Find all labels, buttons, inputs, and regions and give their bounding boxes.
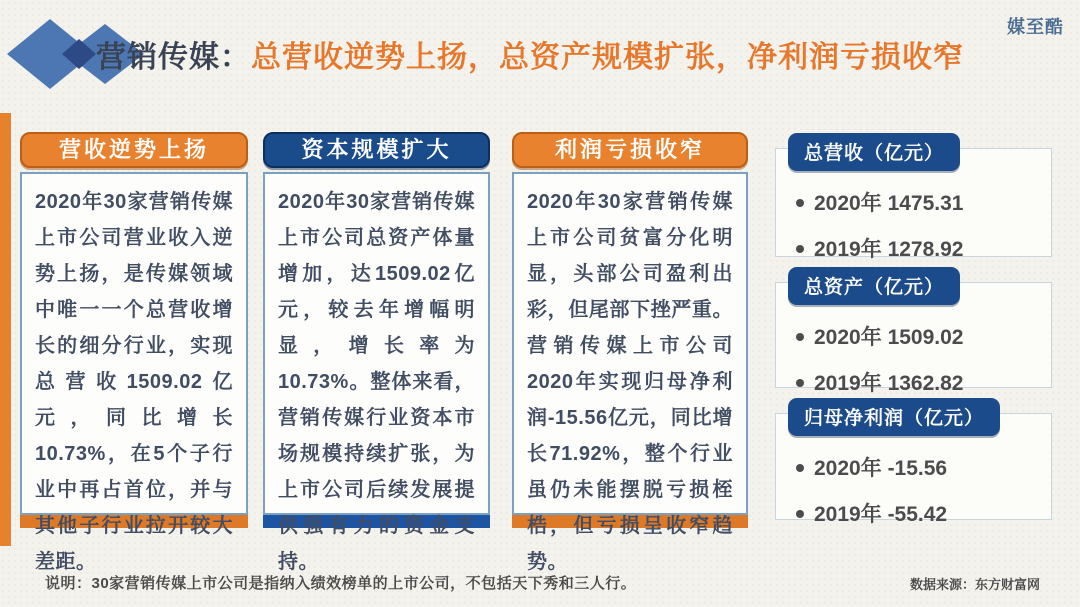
stat-item-label: 2019年 <box>814 372 882 395</box>
stat-item <box>796 492 1051 538</box>
stat-item <box>796 315 1051 361</box>
stat-item-label: 2020年 <box>814 192 882 215</box>
stat-box-total-assets-title: 总资产（亿元） <box>788 267 960 305</box>
stat-item-label: 2020年 <box>814 457 882 480</box>
bullet-icon <box>796 510 804 518</box>
stat-item <box>796 181 1051 227</box>
stat-item-value: 1278.92 <box>887 238 964 261</box>
left-accent-bar <box>0 113 11 546</box>
data-source: 数据来源：东方财富网 <box>909 577 1040 592</box>
stat-box-total-revenue <box>775 143 1052 261</box>
stat-item <box>796 446 1051 492</box>
stat-box-total-revenue-title: 总营收（亿元） <box>788 133 960 171</box>
column-profit-body: 2020年30家营销传媒上市公司贫富分化明显，头部公司盈利出彩，但尾部下挫严重。营销传媒上市公司2020年实现归母净利润-15.56亿元，同比增长71.92%，整个行业虽仍未能摆脱亏损桎梏，但亏损呈收窄趋势。 <box>512 172 748 515</box>
stat-box-net-profit <box>775 408 1052 526</box>
footnote: 说明：30家营销传媒上市公司是指纳入绩效榜单的上市公司，不包括天下秀和三人行。 <box>45 575 637 592</box>
stat-item-value: 1509.02 <box>887 326 964 349</box>
bullet-icon <box>796 333 804 341</box>
column-profit-header: 利润亏损收窄 <box>512 132 748 168</box>
stat-item-label: 2019年 <box>814 503 882 526</box>
column-revenue <box>20 132 248 573</box>
bullet-icon <box>796 245 804 253</box>
column-capital-header: 资本规模扩大 <box>263 132 490 168</box>
bullet-icon <box>796 379 804 387</box>
column-revenue-header: 营收逆势上扬 <box>20 132 248 168</box>
stat-box-net-profit-title: 归母净利润（亿元） <box>788 398 1000 436</box>
stat-item-value: -55.42 <box>887 503 948 526</box>
stat-box-total-assets <box>775 277 1052 395</box>
stat-item-label: 2020年 <box>814 326 882 349</box>
bullet-icon <box>796 464 804 472</box>
stat-item-value: 1475.31 <box>887 192 964 215</box>
bullet-icon <box>796 199 804 207</box>
page-title <box>96 32 964 76</box>
stat-item-value: 1362.82 <box>887 372 964 395</box>
page-title-prefix: 营销传媒： <box>96 41 251 74</box>
stat-item-label: 2019年 <box>814 238 882 261</box>
column-revenue-body: 2020年30家营销传媒上市公司营业收入逆势上扬，是传媒领域中唯一一个总营收增长的细分行业，实现总营收1509.02亿元，同比增长10.73%，在5个子行业中再占首位，并与其他子行业拉开较大差距。 <box>20 172 248 515</box>
page-title-highlight: 总营收逆势上扬，总资产规模扩张，净利润亏损收窄 <box>251 41 964 74</box>
column-profit <box>512 132 748 573</box>
column-capital-body: 2020年30家营销传媒上市公司总资产体量增加，达1509.02亿元，较去年增幅明显，增长率为10.73%。整体来看，营销传媒行业资本市场规模持续扩张，为上市公司后续发展提供强有力的资金支持。 <box>263 172 490 515</box>
brand-watermark: 媒至酷 <box>1007 17 1064 37</box>
stat-item-value: -15.56 <box>887 457 948 480</box>
column-capital <box>263 132 490 573</box>
